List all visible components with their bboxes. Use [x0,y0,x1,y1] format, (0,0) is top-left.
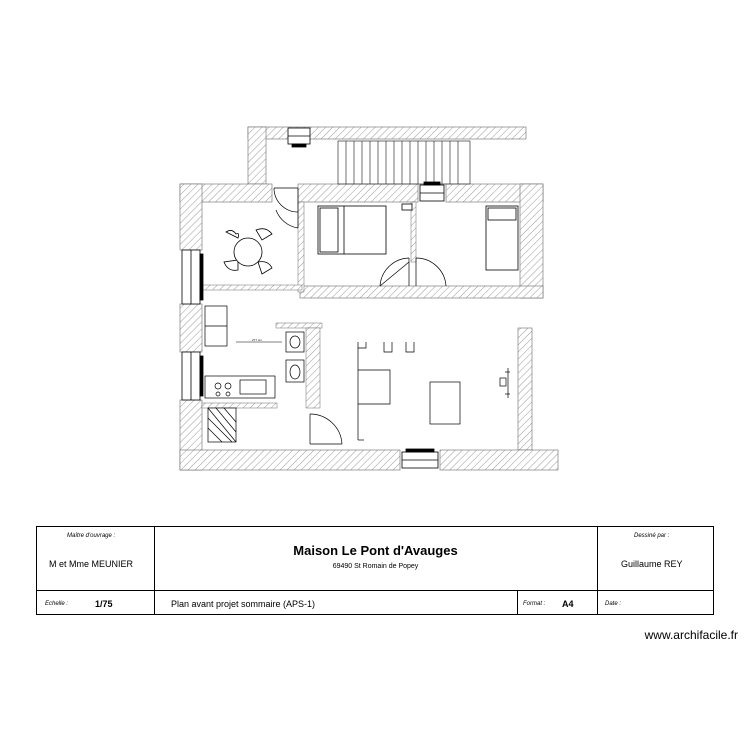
owner-value: M et Mme MEUNIER [49,559,134,569]
drawn-by-label: Dessiné par : [634,533,670,539]
title-block [36,526,714,615]
bed-1 [318,206,386,254]
window-south [402,449,438,468]
living-room [358,342,510,440]
door-bedroom-2 [416,258,446,286]
description: Plan avant projet sommaire (APS-1) [171,599,316,609]
door-bedroom-1 [380,258,409,286]
dimension-text: 277 cm [252,338,262,342]
dining-table [224,229,272,274]
date-label: Date : [605,601,622,607]
format-label: Format : [523,601,546,607]
scale-value: 1/75 [95,599,113,609]
door-bathroom [310,414,342,444]
owner-label: Maître d'ouvrage : [67,533,116,539]
kitchen [205,306,275,442]
bathroom-fixtures [286,332,304,382]
scale-label: Echelle : [45,601,69,607]
window-west-2 [182,352,203,400]
wardrobe-small [402,204,412,210]
project-title: Maison Le Pont d'Avauges [293,543,458,558]
window-north-stair [420,182,444,201]
website-link[interactable]: www.archifacile.fr [644,628,738,642]
format-value: A4 [562,599,574,609]
window-north-annex [288,128,310,147]
exterior-walls [180,127,558,470]
drawn-by-value: Guillaume REY [621,559,683,569]
window-west-1 [182,250,203,304]
project-address: 69490 St Romain de Popey [332,563,419,570]
bed-2 [486,206,518,270]
door-entry [274,188,298,228]
staircase [338,141,470,184]
